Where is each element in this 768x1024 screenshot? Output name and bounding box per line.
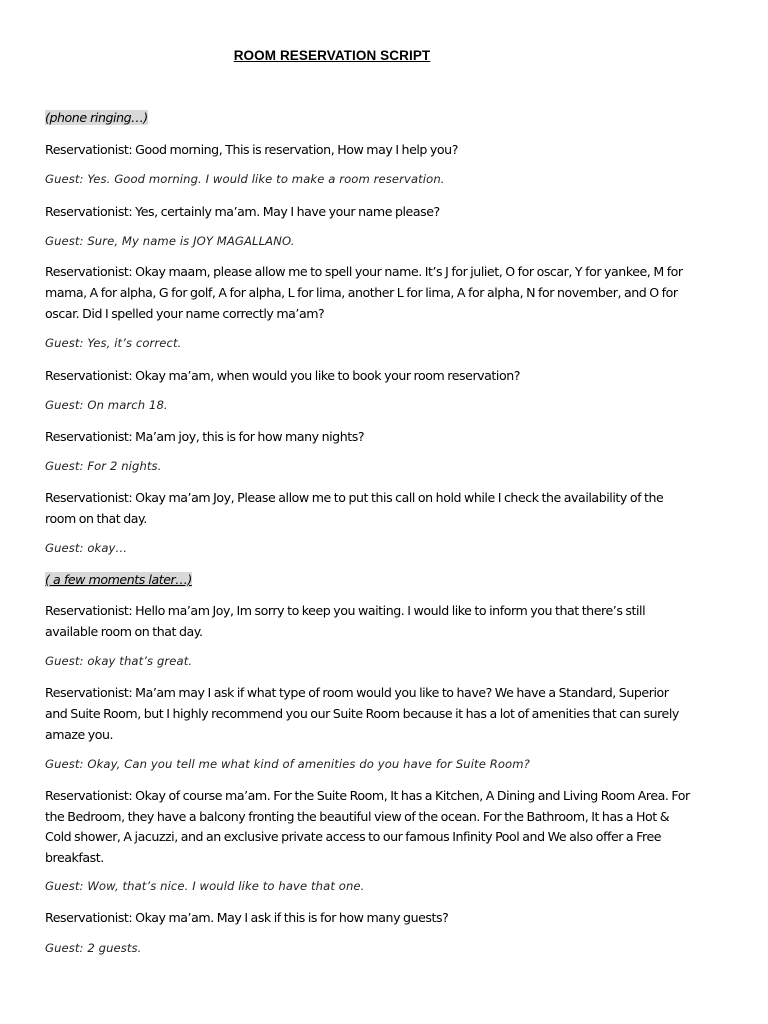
reservationist-line-continued: the Bedroom, they have a balcony fronting the beautiful view of the ocean. For the Bathroom, It has a Hot & [45,809,670,824]
reservationist-line: Reservationist: Okay of course ma’am. For the Suite Room, It has a Kitchen, A Dining and Living Room Area. For [45,788,690,803]
reservationist-line: Reservationist: Good morning, This is reservation, How may I help you? [45,142,458,157]
reservationist-line: Reservationist: Hello ma’am Joy, Im sorry to keep you waiting. I would like to inform you that there’s still [45,603,646,618]
stage-direction-text: ( a few moments later…) [45,572,192,587]
stage-direction-phone-ringing [45,108,725,127]
reservationist-line: Reservationist: Okay ma’am, when would you like to book your room reservation? [45,368,520,383]
stage-direction-moments-later [45,570,725,589]
reservationist-line: Reservationist: Okay ma’am. May I ask if this is for how many guests? [45,910,449,925]
reservationist-line-continued: amaze you. [45,727,114,742]
reservationist-line: Reservationist: Yes, certainly ma’am. May I have your name please? [45,204,440,219]
guest-line: Guest: okay… [45,541,128,555]
reservationist-line-continued: breakfast. [45,850,104,865]
guest-line: Guest: On march 18. [45,398,168,412]
reservationist-line-continued: mama, A for alpha, G for golf, A for alpha, L for lima, another L for lima, A for alpha, N for november, and O for [45,285,678,300]
reservationist-line-continued: room on that day. [45,511,147,526]
guest-line: Guest: Wow, that’s nice. I would like to have that one. [45,879,365,893]
reservationist-line-continued: available room on that day. [45,624,203,639]
guest-line: Guest: Yes. Good morning. I would like to make a room reservation. [45,172,445,186]
guest-line: Guest: okay that’s great. [45,654,193,668]
reservationist-line-continued: and Suite Room, but I highly recommend you our Suite Room because it has a lot of amenities that can surely [45,706,679,721]
guest-line: Guest: For 2 nights. [45,459,162,473]
guest-line: Guest: Yes, it’s correct. [45,336,182,350]
guest-line: Guest: 2 guests. [45,941,142,955]
guest-line: Guest: Sure, My name is JOY MAGALLANO. [45,234,295,248]
reservationist-line: Reservationist: Ma’am may I ask if what type of room would you like to have? We have a Standard, Superior [45,685,669,700]
document-title: ROOM RESERVATION SCRIPT [233,48,431,63]
reservationist-line-continued: Cold shower, A jacuzzi, and an exclusive private access to our famous Infinity Pool and We also offer a Free [45,829,662,844]
reservationist-line: Reservationist: Okay maam, please allow me to spell your name. It’s J for juliet, O for oscar, Y for yankee, M for [45,264,683,279]
guest-line: Guest: Okay, Can you tell me what kind of amenities do you have for Suite Room? [45,757,530,771]
stage-direction-text: (phone ringing…) [45,110,148,125]
reservationist-line: Reservationist: Okay ma’am Joy, Please allow me to put this call on hold while I check the availability of the [45,490,664,505]
reservationist-line-continued: oscar. Did I spelled your name correctly ma’am? [45,306,325,321]
reservationist-line: Reservationist: Ma’am joy, this is for how many nights? [45,429,365,444]
